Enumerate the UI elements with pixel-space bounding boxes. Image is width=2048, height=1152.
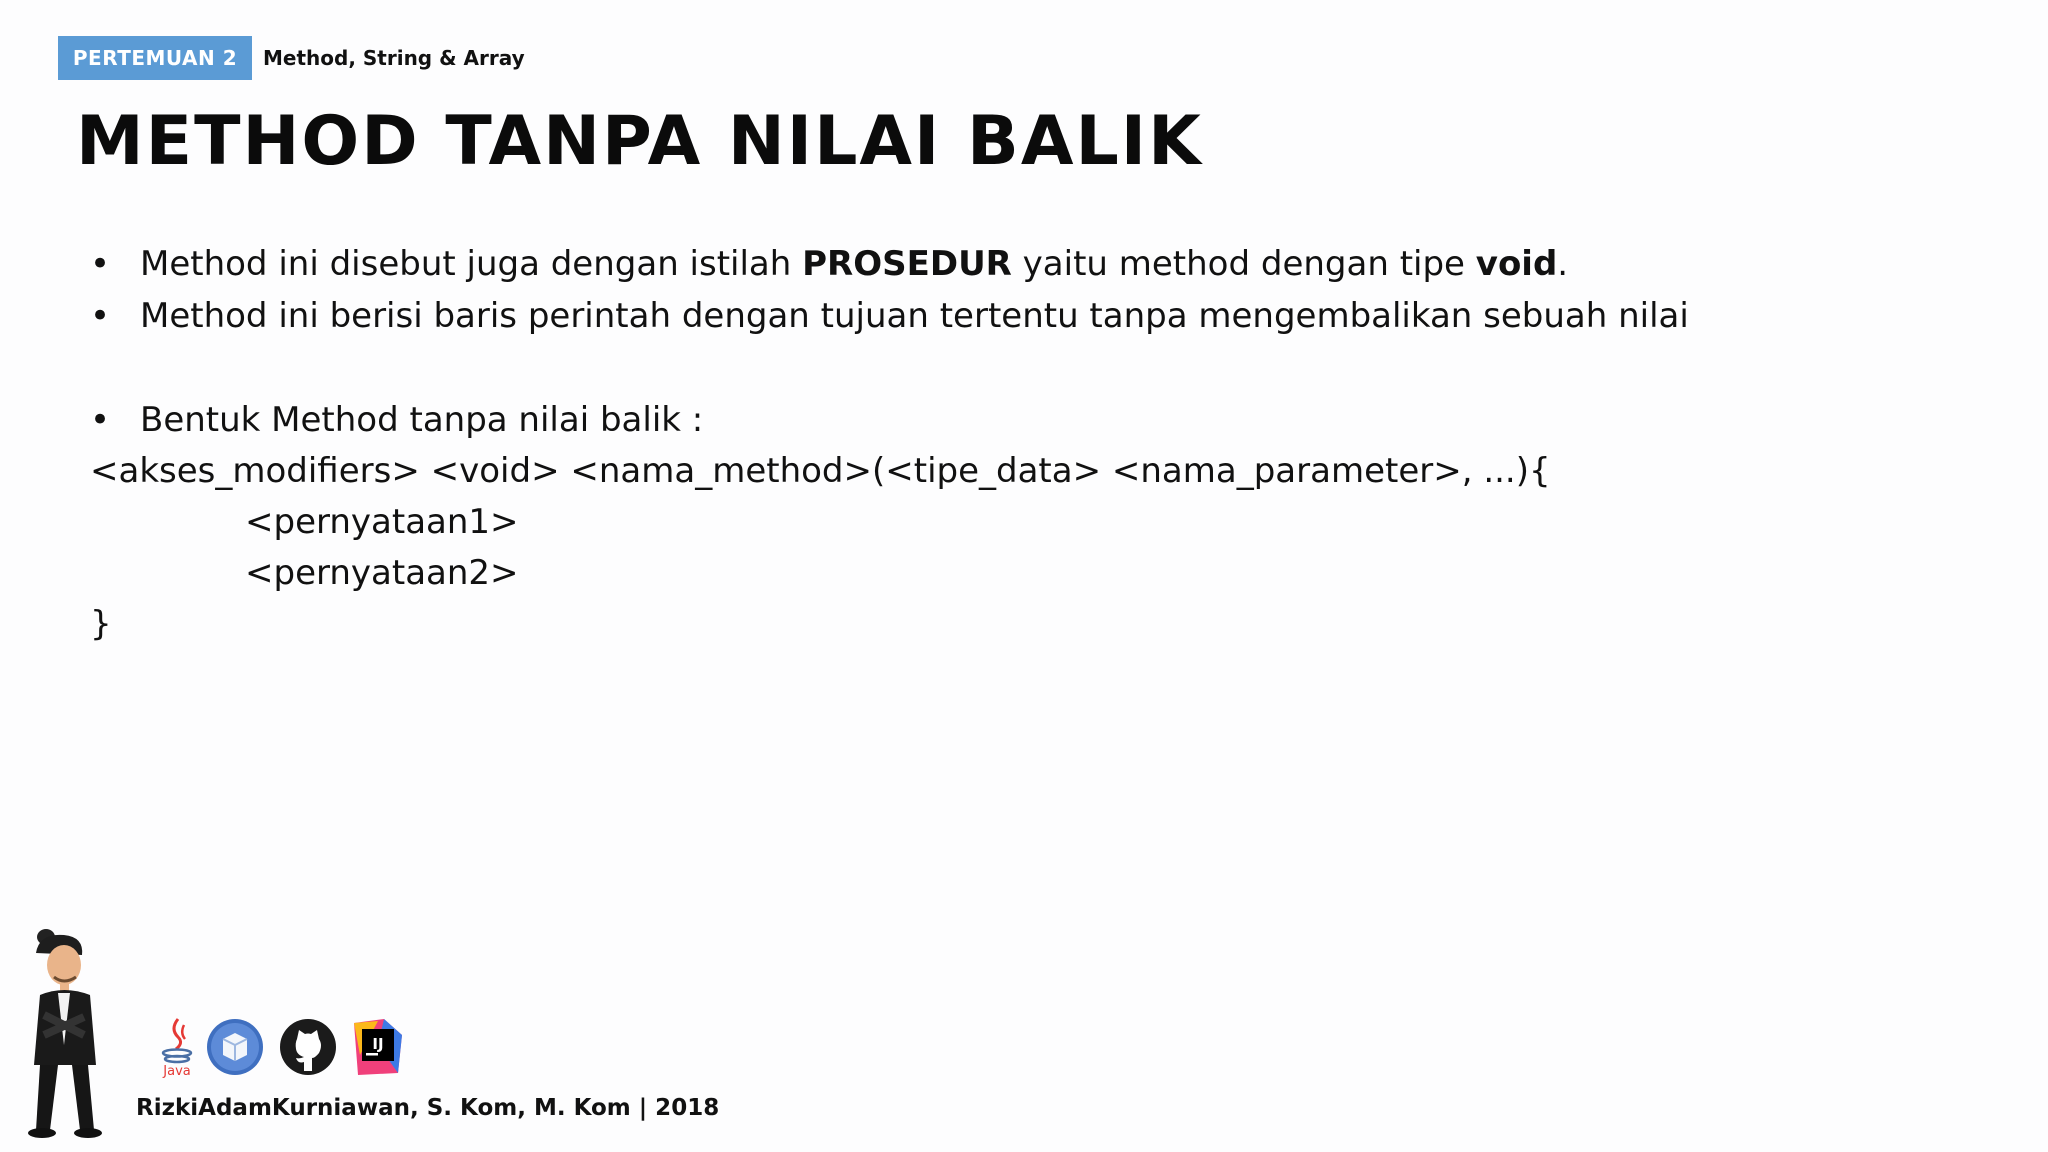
bullet-prosedur xyxy=(90,238,1990,290)
virtualbox-icon xyxy=(205,1015,265,1079)
bullet-dot: • xyxy=(90,296,111,336)
bold-term-prosedur: PROSEDUR xyxy=(802,244,1012,284)
bullet-text: Method ini berisi baris perintah dengan tujuan tertentu tanpa mengembalikan sebuah nilai xyxy=(140,296,1689,336)
bullet-text: Method ini disebut juga dengan istilah xyxy=(140,244,803,284)
github-icon xyxy=(278,1015,338,1079)
intellij-icon xyxy=(348,1015,408,1079)
code-closing-brace: } xyxy=(90,604,112,644)
meeting-tag: PERTEMUAN 2 xyxy=(58,36,252,80)
bullet-text: Bentuk Method tanpa nilai balik : xyxy=(140,400,704,440)
bold-term-void: void xyxy=(1475,244,1558,284)
spacer xyxy=(90,342,1990,394)
svg-text:IJ: IJ xyxy=(372,1035,384,1053)
svg-text:Java: Java xyxy=(163,1064,191,1079)
code-statement-1: <pernyataan1> xyxy=(245,502,519,542)
bullet-description xyxy=(90,290,1990,342)
java-icon xyxy=(148,1015,208,1079)
presenter-character-illustration xyxy=(14,925,114,1140)
slide-subtitle: Method, String & Array xyxy=(263,46,525,70)
slide-content xyxy=(90,238,1990,650)
bullet-text: . xyxy=(1557,244,1569,284)
bullet-dot: • xyxy=(90,400,111,440)
bullet-text: yaitu method dengan tipe xyxy=(1011,244,1476,284)
author-credit: RizkiAdamKurniawan, S. Kom, M. Kom | 2018 xyxy=(136,1095,720,1121)
bullet-dot: • xyxy=(90,244,111,284)
bullet-form xyxy=(90,394,1990,446)
slide-title: METHOD TANPA NILAI BALIK xyxy=(76,102,1203,181)
code-statement-2: <pernyataan2> xyxy=(245,553,519,593)
code-signature: <akses_modifiers> <void> <nama_method>(<tipe_data> <nama_parameter>, ...){ xyxy=(90,451,1551,491)
